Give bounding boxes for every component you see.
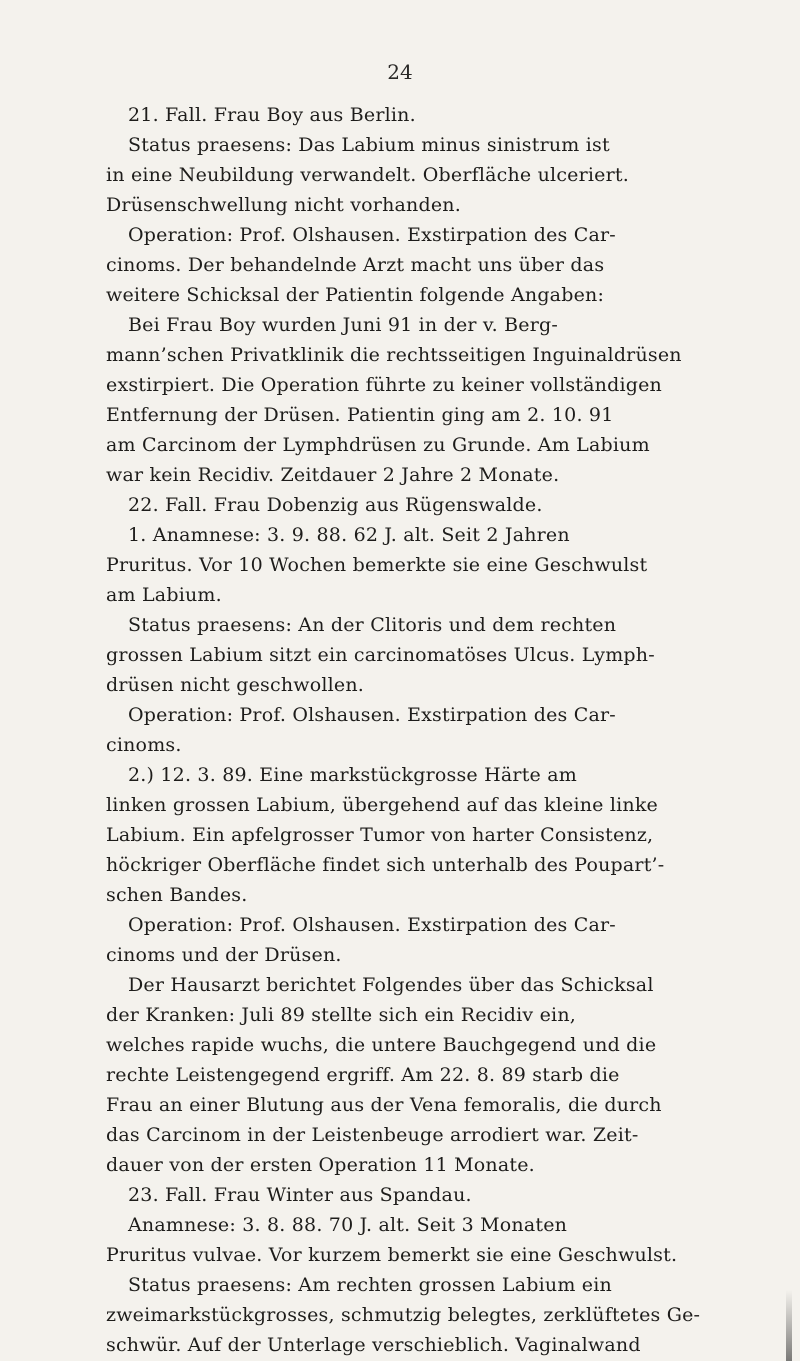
text-line: Pruritus vulvae. Vor kurzem bemerkt sie eine Geschwulst.: [106, 1244, 678, 1266]
text-line: Operation: Prof. Olshausen. Exstirpation des Car-: [128, 224, 616, 246]
text-line: zweimarkstückgrosses, schmutzig belegtes, zerklüftetes Ge-: [106, 1304, 701, 1326]
body-text: [106, 100, 791, 1360]
text-line: 23. Fall. Frau Winter aus Spandau.: [128, 1184, 472, 1206]
text-line: Bei Frau Boy wurden Juni 91 in der v. Berg-: [128, 314, 558, 336]
text-line: weitere Schicksal der Patientin folgende Angaben:: [106, 284, 605, 306]
text-line: cinoms.: [106, 734, 182, 756]
text-line: Pruritus. Vor 10 Wochen bemerkte sie eine Geschwulst: [106, 554, 648, 576]
text-line: höckriger Oberfläche findet sich unterhalb des Poupart’-: [106, 854, 665, 876]
text-line: Drüsenschwellung nicht vorhanden.: [106, 194, 461, 216]
text-line: am Labium.: [106, 584, 222, 606]
text-line: Anamnese: 3. 8. 88. 70 J. alt. Seit 3 Monaten: [128, 1214, 568, 1236]
text-line: am Carcinom der Lymphdrüsen zu Grunde. Am Labium: [106, 434, 650, 456]
page-number: 24: [387, 60, 413, 84]
text-line: cinoms und der Drüsen.: [106, 944, 342, 966]
text-line: Der Hausarzt berichtet Folgendes über das Schicksal: [128, 974, 654, 996]
text-line: Frau an einer Blutung aus der Vena femoralis, die durch: [106, 1094, 662, 1116]
text-line: Status praesens: Am rechten grossen Labium ein: [128, 1274, 612, 1296]
text-line: in eine Neubildung verwandelt. Oberfläche ulceriert.: [106, 164, 629, 186]
text-line: Labium. Ein apfelgrosser Tumor von harter Consistenz,: [106, 824, 654, 846]
text-line: Status praesens: Das Labium minus sinistrum ist: [128, 134, 610, 156]
page-edge-shadow: [786, 1290, 792, 1361]
text-line: der Kranken: Juli 89 stellte sich ein Recidiv ein,: [106, 1004, 576, 1026]
text-line: dauer von der ersten Operation 11 Monate.: [106, 1154, 535, 1176]
text-line: 2.) 12. 3. 89. Eine markstückgrosse Härte am: [128, 764, 577, 786]
text-line: Operation: Prof. Olshausen. Exstirpation des Car-: [128, 704, 616, 726]
text-line: welches rapide wuchs, die untere Bauchgegend und die: [106, 1034, 657, 1056]
text-line: linken grossen Labium, übergehend auf das kleine linke: [106, 794, 658, 816]
text-line: rechte Leistengegend ergriff. Am 22. 8. 89 starb die: [106, 1064, 620, 1086]
text-line: grossen Labium sitzt ein carcinomatöses Ulcus. Lymph-: [106, 644, 655, 666]
text-line: 1. Anamnese: 3. 9. 88. 62 J. alt. Seit 2 Jahren: [128, 524, 570, 546]
text-line: cinoms. Der behandelnde Arzt macht uns über das: [106, 254, 605, 276]
text-line: Entfernung der Drüsen. Patientin ging am 2. 10. 91: [106, 404, 614, 426]
text-line: 21. Fall. Frau Boy aus Berlin.: [128, 104, 416, 126]
text-line: drüsen nicht geschwollen.: [106, 674, 365, 696]
text-line: das Carcinom in der Leistenbeuge arrodiert war. Zeit-: [106, 1124, 639, 1146]
text-line: war kein Recidiv. Zeitdauer 2 Jahre 2 Monate.: [106, 464, 560, 486]
text-line: Operation: Prof. Olshausen. Exstirpation des Car-: [128, 914, 616, 936]
text-line: exstirpiert. Die Operation führte zu keiner vollständigen: [106, 374, 662, 396]
text-line: mann’schen Privatklinik die rechtsseitigen Inguinaldrüsen: [106, 344, 682, 366]
text-line: schen Bandes.: [106, 884, 248, 906]
text-line: 22. Fall. Frau Dobenzig aus Rügenswalde.: [128, 494, 543, 516]
text-line: schwür. Auf der Unterlage verschieblich. Vaginalwand: [106, 1334, 641, 1356]
text-line: Status praesens: An der Clitoris und dem rechten: [128, 614, 617, 636]
